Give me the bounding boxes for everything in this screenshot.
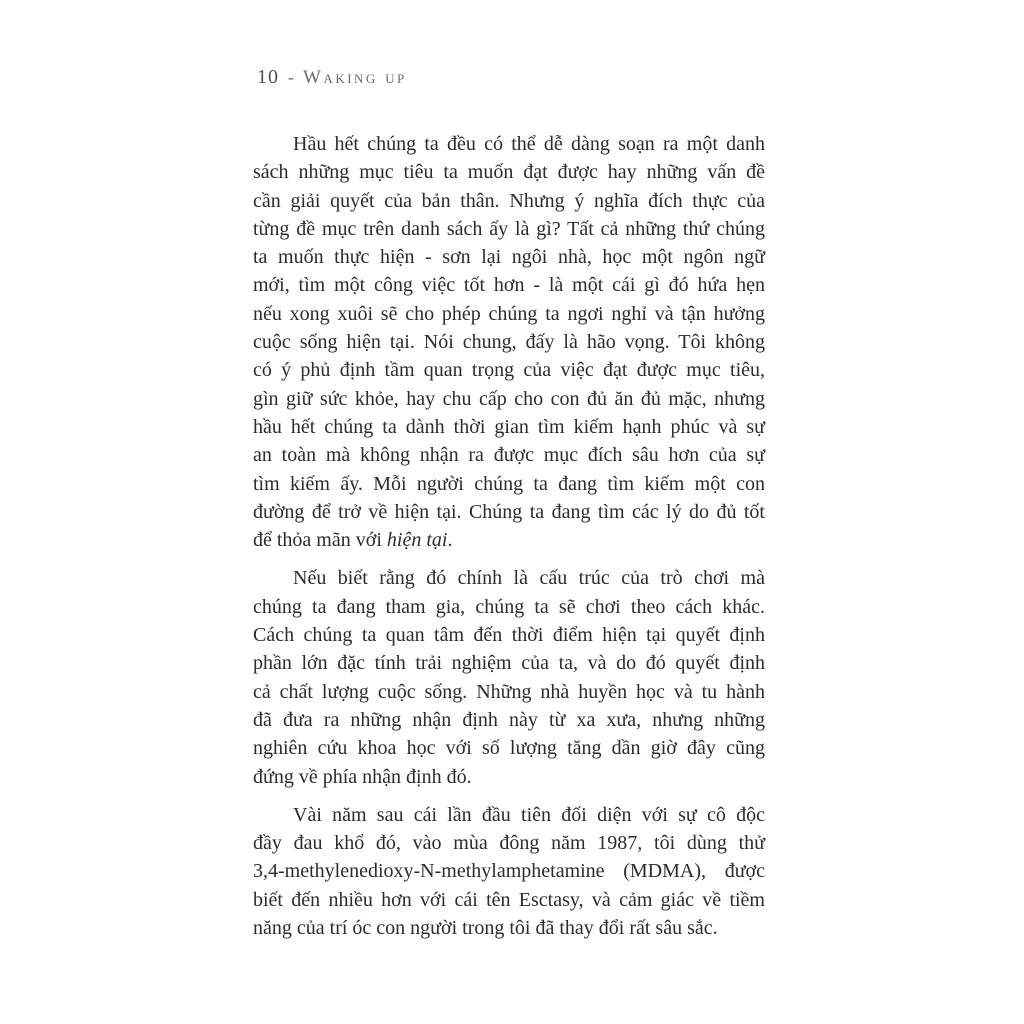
running-title: Waking up	[303, 67, 407, 88]
text-line: cả chất lượng cuộc sống. Những nhà huyền học và tu hành	[253, 680, 765, 703]
text-run: để thỏa mãn với	[253, 529, 387, 552]
text-line: phần lớn đặc tính trải nghiệm của ta, và do đó quyết định	[253, 652, 765, 675]
text-line: Hầu hết chúng ta đều có thể dễ dàng soạn ra một danh	[293, 133, 765, 155]
header-separator: -	[288, 67, 294, 87]
text-line: gìn giữ sức khỏe, hay chu cấp cho con đủ ăn đủ mặc, nhưng	[253, 387, 765, 410]
text-line: Nếu biết rằng đó chính là cấu trúc của trò chơi mà	[293, 567, 765, 590]
text-line: an toàn mà không nhận ra được mục đích sâu hơn của sự	[253, 444, 765, 467]
text-line: Vài năm sau cái lần đầu tiên đối diện với sự cô độc	[293, 803, 765, 826]
text-line: cần giải quyết của bản thân. Nhưng ý nghĩa đích thực của	[253, 189, 765, 212]
text-line: cuộc sống hiện tại. Nói chung, đấy là hão vọng. Tôi không	[253, 331, 765, 354]
text-line: từng đề mục trên danh sách ấy là gì? Tất cả những thứ chúng	[253, 217, 765, 240]
text-line: sách những mục tiêu ta muốn đạt được hay những vấn đề	[253, 161, 765, 184]
text-line: nghiên cứu khoa học với số lượng tăng dần giờ đây cũng	[253, 737, 765, 760]
text-line: đầy đau khổ đó, vào mùa đông năm 1987, tôi dùng thử	[253, 832, 765, 855]
text-line: năng của trí óc con người trong tôi đã thay đổi rất sâu sắc.	[253, 917, 718, 940]
text-line: chúng ta đang tham gia, chúng ta sẽ chơi theo cách khác.	[253, 595, 765, 618]
text-line: có ý phủ định tầm quan trọng của việc đạt được mục tiêu,	[253, 359, 765, 382]
text-line: ta muốn thực hiện - sơn lại ngôi nhà, học một ngôn ngữ	[253, 246, 765, 269]
paragraph-3	[253, 801, 765, 942]
italic-text-run: hiện tại	[386, 529, 448, 552]
text-line: nếu xong xuôi sẽ cho phép chúng ta ngơi nghỉ và tận hưởng	[253, 302, 765, 325]
page-body	[253, 130, 765, 942]
text-line: biết đến nhiều hơn với cái tên Esctasy, và cảm giác về tiềm	[253, 888, 765, 911]
text-run: .	[447, 529, 453, 552]
paragraph-2	[253, 564, 765, 790]
paragraph-1	[253, 130, 765, 554]
text-line: đã đưa ra những nhận định này từ xa xưa, nhưng những	[253, 708, 765, 731]
page-header	[257, 66, 407, 89]
text-line: đứng về phía nhận định đó.	[253, 765, 472, 788]
text-line	[253, 526, 765, 554]
page-number: 10	[257, 66, 279, 88]
text-line: mới, tìm một công việc tốt hơn - là một cái gì đó hứa hẹn	[253, 274, 765, 297]
text-line: Cách chúng ta quan tâm đến thời điểm hiện tại quyết định	[253, 624, 765, 647]
text-line: đường để trở về hiện tại. Chúng ta đang tìm các lý do đủ tốt	[253, 500, 765, 523]
text-line: 3,4-methylenedioxy-N-methylamphetamine (MDMA), được	[253, 860, 765, 883]
text-line: hầu hết chúng ta dành thời gian tìm kiếm hạnh phúc và sự	[253, 415, 765, 438]
text-line: tìm kiếm ấy. Mỗi người chúng ta đang tìm kiếm một con	[253, 472, 765, 495]
